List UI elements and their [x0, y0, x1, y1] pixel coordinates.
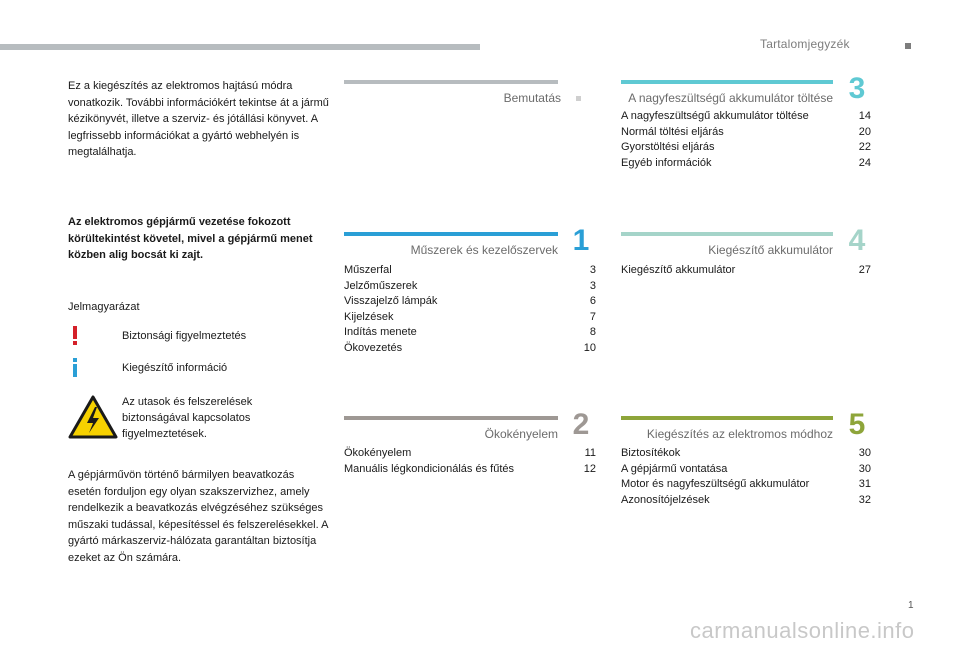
section-3-bar — [621, 80, 833, 84]
toc-entry-label: Ökovezetés — [344, 341, 403, 354]
high-voltage-icon — [68, 395, 118, 439]
toc-entry[interactable] — [344, 462, 596, 478]
info-icon — [70, 358, 80, 377]
toc-entry[interactable] — [344, 310, 596, 326]
toc-entry-label: A nagyfeszültségű akkumulátor töltése — [621, 110, 809, 122]
header-bar — [0, 44, 480, 50]
toc-entry[interactable] — [621, 462, 871, 478]
legend-info: Kiegészítő információ — [122, 362, 228, 374]
section-1-title: Műszerek és kezelőszervek — [410, 243, 558, 257]
section-5-number: 5 — [848, 408, 866, 441]
toc-entry-page: 10 — [583, 341, 596, 354]
toc-entry[interactable] — [344, 325, 596, 341]
toc-entry-label: A gépjármű vontatása — [621, 462, 728, 475]
toc-entry-label: Gyorstöltési eljárás — [621, 141, 715, 154]
toc-entry[interactable] — [621, 156, 871, 172]
section-4-title: Kiegészítő akkumulátor — [708, 243, 833, 257]
toc-entry[interactable] — [344, 446, 596, 462]
toc-entry[interactable] — [344, 263, 596, 279]
toc-entry-page: 30 — [858, 447, 871, 459]
toc-entry-page: 20 — [858, 125, 871, 138]
section-2-title: Ökokényelem — [484, 427, 558, 441]
toc-entry-label: Ökokényelem — [344, 447, 412, 459]
toc-entry-label: Indítás menete — [344, 326, 417, 339]
toc-entry-label: Egyéb információk — [621, 156, 712, 169]
toc-entry-label: Normál töltési eljárás — [621, 125, 724, 138]
intro-section-bar — [344, 80, 558, 84]
toc-entry[interactable] — [621, 263, 871, 279]
section-2-bar — [344, 416, 558, 420]
page-number: 1 — [908, 600, 914, 611]
toc-entry[interactable] — [344, 279, 596, 295]
intro-section-dot — [576, 96, 581, 101]
header-title: Tartalomjegyzék — [760, 37, 850, 51]
toc-entry-label: Visszajelző lámpák — [344, 295, 438, 308]
intro-text: Ez a kiegészítés az elektromos hajtású módra vonatkozik. További információkért tekintse át a jármű kézikönyvét, illetve a szerviz- és jótállási könyvet. A legfrissebb információkat a gyártó webhelyén is megtalálhatja. — [68, 80, 329, 159]
toc-entry-page: 7 — [589, 310, 596, 323]
toc-entry[interactable] — [621, 109, 871, 125]
toc-entry-page: 30 — [858, 462, 871, 475]
toc-entry-page: 8 — [589, 326, 596, 339]
toc-entry-label: Kijelzések — [344, 310, 394, 323]
toc-entry-label: Jelzőműszerek — [344, 279, 418, 292]
service-note: A gépjárművön történő bármilyen beavatkozás esetén forduljon egy olyan szakszervizhez, amely rendelkezik a beavatkozás elvégzéséhez szükséges műszaki tudással, képesítéssel és felszerelésekkel. A gyártó márkaszerviz-hálózata garantáltan biztosítja ezeket az Ön számára. — [68, 469, 328, 564]
toc-entry-page: 27 — [858, 264, 871, 276]
toc-entry[interactable] — [621, 446, 871, 462]
section-3-title: A nagyfeszültségű akkumulátor töltése — [628, 91, 833, 105]
section-3-number: 3 — [848, 72, 866, 105]
toc-entry[interactable] — [621, 125, 871, 141]
toc-entry-page: 22 — [858, 141, 871, 154]
section-1-number: 1 — [572, 224, 590, 257]
section-5-title: Kiegészítés az elektromos módhoz — [646, 427, 833, 441]
toc-entry-page: 11 — [584, 447, 596, 459]
section-1-bar — [344, 232, 558, 236]
section-4-toc — [621, 263, 871, 279]
watermark: carmanualsonline.info — [690, 618, 915, 643]
section-3-toc — [621, 109, 871, 171]
toc-entry[interactable] — [621, 477, 871, 493]
toc-entry-page: 6 — [589, 295, 596, 308]
section-2-number: 2 — [572, 408, 590, 441]
toc-entry[interactable] — [344, 294, 596, 310]
section-1-toc — [344, 263, 596, 357]
toc-entry-label: Motor és nagyfeszültségű akkumulátor — [621, 478, 810, 491]
toc-entry[interactable] — [344, 341, 596, 357]
toc-entry-page: 12 — [583, 462, 596, 475]
section-4-bar — [621, 232, 833, 236]
toc-entry-label: Kiegészítő akkumulátor — [621, 264, 736, 276]
toc-entry-page: 32 — [858, 493, 871, 506]
toc-entry-page: 3 — [589, 279, 596, 292]
toc-entry-label: Azonosítójelzések — [621, 493, 710, 506]
toc-entry-page: 31 — [858, 478, 871, 491]
silent-vehicle-warning: Az elektromos gépjármű vezetése fokozott körültekintést követel, mivel a gépjármű menet közben alig bocsát ki zajt. — [68, 216, 313, 262]
section-4-number: 4 — [848, 224, 866, 257]
toc-entry-label: Biztosítékok — [621, 447, 681, 459]
section-2-toc — [344, 446, 596, 477]
toc-entry[interactable] — [621, 140, 871, 156]
exclamation-icon — [70, 326, 80, 345]
toc-entry-page: 3 — [589, 264, 596, 276]
section-5-toc — [621, 446, 871, 508]
toc-entry-page: 14 — [858, 110, 871, 122]
legend-hv: Az utasok és felszerelések biztonságával kapcsolatos figyelmeztetések. — [122, 396, 253, 440]
header-dot — [905, 43, 911, 49]
toc-entry-label: Manuális légkondicionálás és fűtés — [344, 462, 514, 475]
legend-safety: Biztonsági figyelmeztetés — [122, 330, 247, 342]
toc-entry-label: Műszerfal — [344, 264, 392, 276]
intro-section-title: Bemutatás — [503, 91, 561, 105]
toc-entry-page: 24 — [858, 156, 871, 169]
legend-title: Jelmagyarázat — [68, 301, 140, 313]
section-5-bar — [621, 416, 833, 420]
toc-entry[interactable] — [621, 493, 871, 509]
